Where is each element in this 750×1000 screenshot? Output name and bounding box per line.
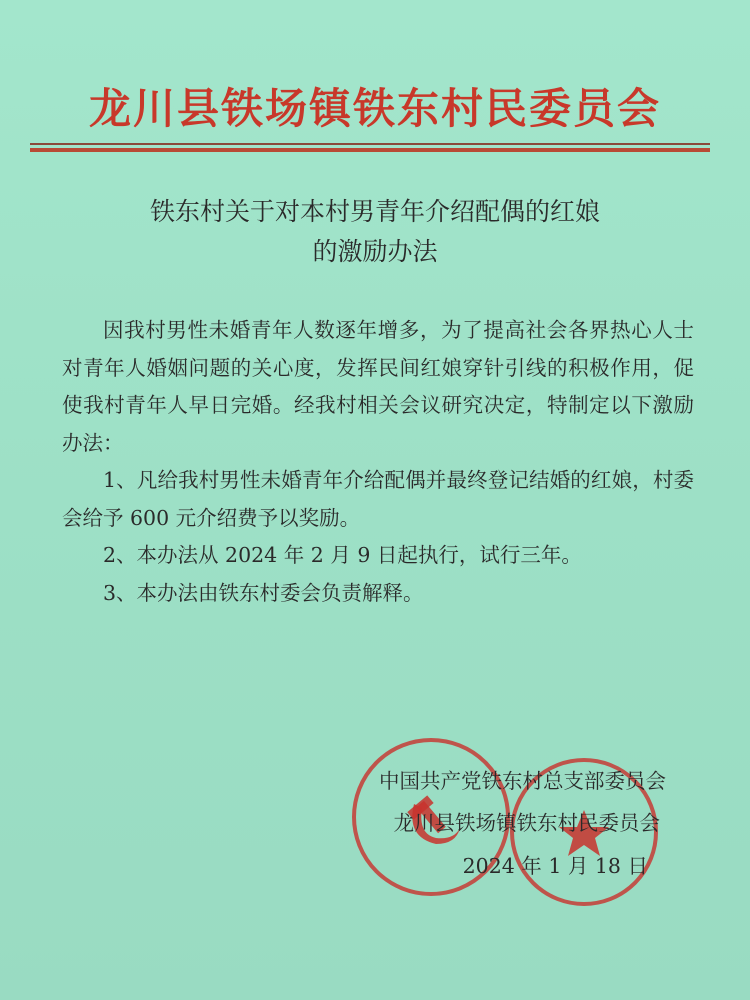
title-line-2: 的激励办法: [312, 237, 438, 266]
letterhead-rule-thin: [30, 143, 710, 145]
title-line-1: 铁东村关于对本村男青年介绍配偶的红娘: [149, 197, 600, 226]
signature-org-1: 中国共产党铁东村总支部委员会: [379, 769, 666, 793]
intro-paragraph: 因我村男性未婚青年人数逐年增多，为了提高社会各界热心人士对青年人婚姻问题的关心度，发挥民间红娘穿针引线的积极作用，促使我村青年人早日完婚。经我村相关会议研究决定，特制定以下激励办法：: [62, 318, 694, 455]
rule-item-2: 2、本办法从 2024 年 2 月 9 日起执行，试行三年。: [103, 543, 582, 567]
letterhead: 龙川县铁场镇铁东村民委员会: [88, 84, 661, 133]
document-title: [0, 192, 750, 272]
document-body: [62, 312, 694, 612]
rule-item-1: 1、凡给我村男性未婚青年介给配偶并最终登记结婚的红娘，村委会给予 600 元介绍费予以奖励。: [62, 468, 694, 530]
signature-org-2: 龙川县铁场镇铁东村民委员会: [393, 811, 660, 835]
letterhead-rule-thick: [30, 148, 710, 152]
signature-date: 2024 年 1 月 18 日: [462, 854, 648, 878]
rule-item-3: 3、本办法由铁东村委会负责解释。: [103, 580, 424, 605]
